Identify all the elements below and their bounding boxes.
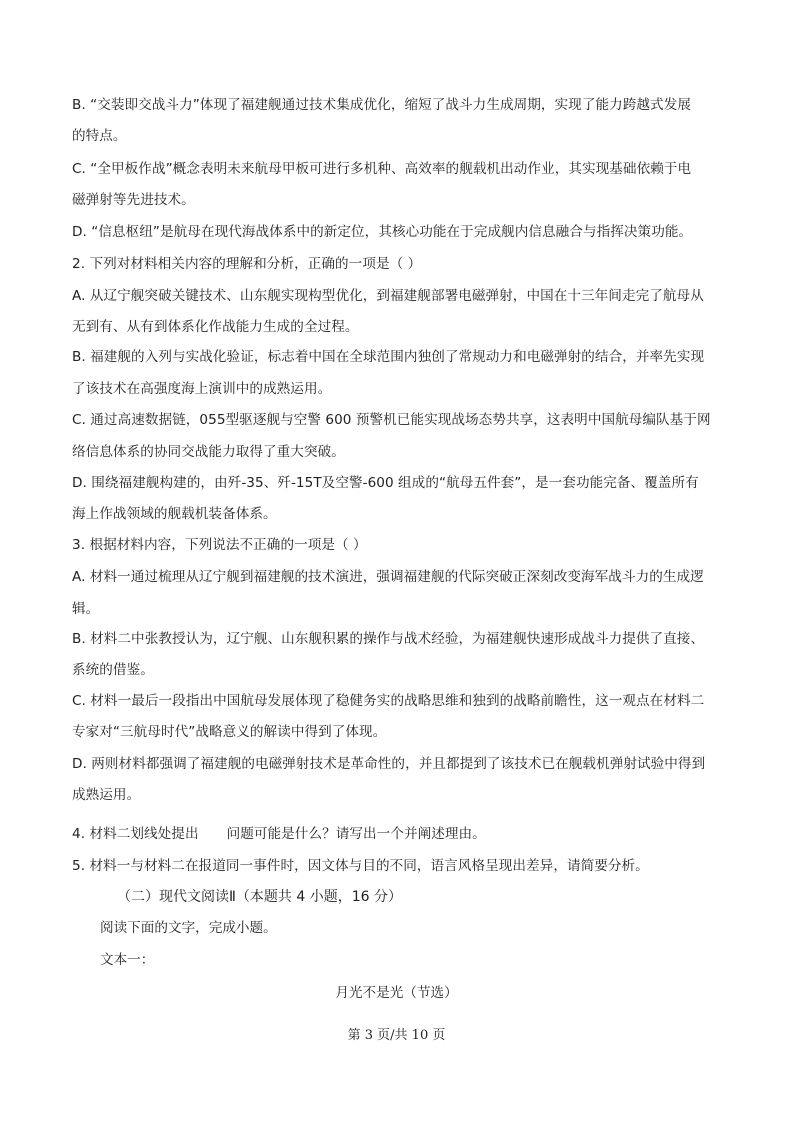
q2-option-c-line2: 络信息体系的协同交战能力取得了重大突破。 [72, 444, 345, 460]
q2-option-a-line1: A. 从辽宁舰突破关键技术、山东舰实现构型优化，到福建舰部署电磁弹射，中国在十三年间走完了航母从 [72, 288, 704, 304]
q3-option-d-line1: D. 两则材料都强调了福建舰的电磁弹射技术是革命性的，并且都提到了该技术已在舰载机弹射试验中得到 [72, 756, 706, 772]
q1-option-b-line1: B. “交装即交战斗力”体现了福建舰通过技术集成优化，缩短了战斗力生成周期，实现了能力跨越式发展 [72, 97, 691, 113]
q2-stem: 2. 下列对材料相关内容的理解和分析，正确的一项是（ ） [72, 256, 422, 272]
q5-stem: 5. 材料一与材料二在报道同一事件时，因文体与目的不同，语言风格呈现出差异，请简要分析。 [72, 858, 649, 874]
q3-option-a-line2: 辑。 [72, 601, 100, 617]
page-footer: 第 3 页/共 10 页 [347, 1028, 446, 1043]
q2-option-a-line2: 无到有、从有到体系化作战能力生成的全过程。 [72, 319, 359, 335]
section2-text-title: 月光不是光（节选） [335, 985, 458, 1001]
q2-option-b-line1: B. 福建舰的入列与实战化验证，标志着中国在全球范围内独创了常规动力和电磁弹射的结合，并率先实现 [72, 349, 705, 365]
q4-stem-before: 4. 材料二划线处提出 [72, 826, 199, 842]
q1-option-d-line1: D. “信息枢纽”是航母在现代海战体系中的新定位，其核心功能在于完成舰内信息融合与指挥决策功能。 [72, 224, 693, 240]
q2-option-d-line2: 海上作战领域的舰载机装备体系。 [72, 506, 277, 522]
section2-text-label: 文本一： [100, 952, 155, 968]
section2-instruction: 阅读下面的文字，完成小题。 [100, 920, 277, 936]
q1-option-c-line2: 磁弹射等先进技术。 [72, 192, 195, 208]
q3-option-d-line2: 成熟运用。 [72, 787, 141, 803]
q3-option-b-line2: 系统的借鉴。 [72, 662, 154, 678]
q4-stem-after: 问题可能是什么？请写出一个并阐述理由。 [226, 826, 486, 842]
section2-heading: （二）现代文阅读Ⅱ（本题共 4 小题，16 分） [117, 889, 402, 905]
q3-option-a-line1: A. 材料一通过梳理从辽宁舰到福建舰的技术演进，强调福建舰的代际突破正深刻改变海军战斗力的生成逻 [72, 569, 704, 585]
q4-stem [72, 825, 486, 843]
q2-option-d-line1: D. 围绕福建舰构建的，由歼-35、歼-15T及空警-600 组成的“航母五件套”，是一套功能完备、覆盖所有 [72, 475, 699, 491]
q3-option-b-line1: B. 材料二中张教授认为，辽宁舰、山东舰积累的操作与战术经验，为福建舰快速形成战斗力提供了直接、 [72, 631, 705, 647]
q3-stem: 3. 根据材料内容，下列说法不正确的一项是（ ） [72, 537, 367, 553]
q1-option-b-line2: 的特点。 [72, 128, 127, 144]
q3-option-c-line1: C. 材料一最后一段指出中国航母发展体现了稳健务实的战略思维和独到的战略前瞻性，这一观点在材料二 [72, 693, 705, 709]
q1-option-c-line1: C. “全甲板作战”概念表明未来航母甲板可进行多机种、高效率的舰载机出动作业，其实现基础依赖于电 [72, 161, 692, 177]
q3-option-c-line2: 专家对“三航母时代”战略意义的解读中得到了体现。 [72, 724, 387, 740]
q2-option-b-line2: 了该技术在高强度海上演训中的成熟运用。 [72, 381, 332, 397]
q2-option-c-line1: C. 通过高速数据链，055型驱逐舰与空警 600 预警机已能实现战场态势共享，这表明中国航母编队基于网 [72, 412, 711, 428]
